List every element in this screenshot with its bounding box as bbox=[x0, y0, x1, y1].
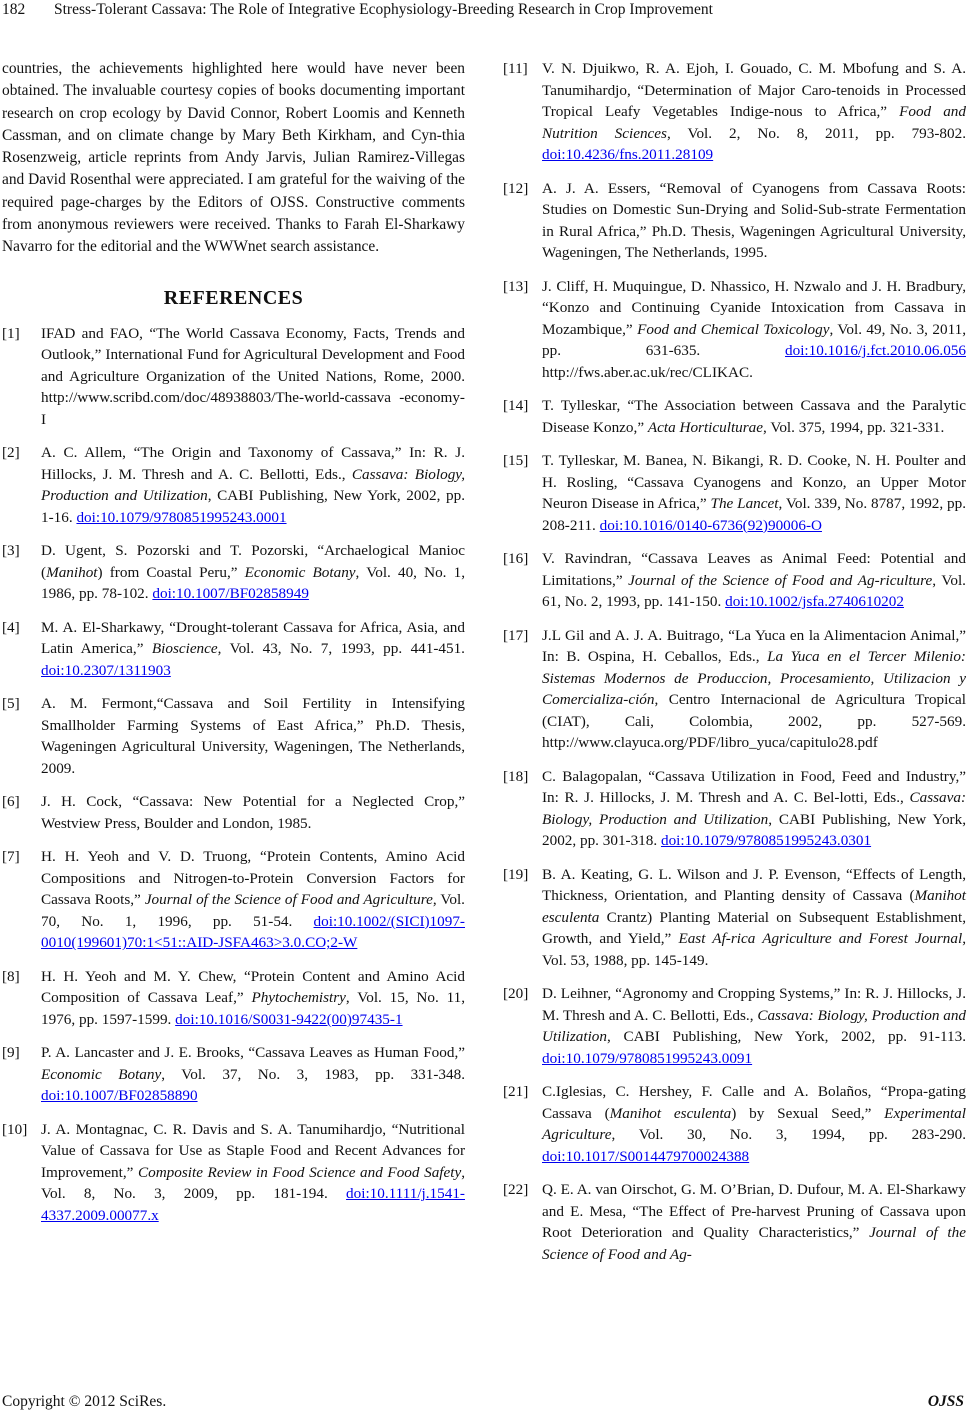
reference-italic-text: Manihot esculenta bbox=[542, 887, 966, 926]
reference-italic-text: Cassava: Biology, Production and Utilization bbox=[542, 789, 966, 828]
reference-number: [1] bbox=[2, 324, 20, 342]
reference-text: V. Ravindran, “Cassava Leaves as Animal Feed: Potential and Limitations,” bbox=[542, 550, 966, 589]
reference-item bbox=[2, 1119, 465, 1227]
reference-italic-text: Economic Botany bbox=[41, 1065, 162, 1083]
reference-italic-text: Manihot esculenta bbox=[609, 1104, 732, 1122]
reference-number: [14] bbox=[503, 397, 529, 414]
doi-link[interactable]: doi:10.4236/fns.2011.28109 bbox=[542, 146, 714, 163]
reference-italic-text: Food and Chemical Toxicology bbox=[637, 320, 830, 338]
reference-text: ) from Coastal Peru,” bbox=[97, 563, 245, 581]
reference-number: [22] bbox=[503, 1181, 529, 1198]
reference-text: , CABI Publishing, New York, 2002, pp. 1-16. bbox=[41, 487, 466, 526]
reference-text: Crantz) Planting Material on Subsequent Establishment, Growth, and Yield,” bbox=[542, 908, 966, 947]
reference-item bbox=[503, 983, 966, 1069]
reference-item bbox=[2, 846, 465, 954]
reference-text: D. Ugent, S. Pozorski and T. Pozorski, “Archaelogical Manioc ( bbox=[41, 542, 465, 581]
reference-number: [2] bbox=[2, 444, 20, 462]
reference-number: [3] bbox=[2, 542, 20, 560]
reference-item bbox=[503, 276, 966, 384]
page-header bbox=[0, 0, 967, 24]
reference-text: , Centro Internacional de Agricultura Tropical (CIAT), Cali, Colombia, 2002, pp. 527-569. http://www.clayuca.org/PDF/libro_yuca/capitulo28.pdf bbox=[542, 691, 966, 751]
reference-number: [17] bbox=[503, 626, 529, 644]
doi-link[interactable]: doi:10.2307/1311903 bbox=[41, 661, 171, 679]
reference-text: , Vol. 339, No. 8787, 1992, pp. 208-211. bbox=[542, 495, 967, 534]
doi-link[interactable]: doi:10.1002/jsfa.2740610202 bbox=[725, 593, 904, 610]
reference-text: H. H. Yeoh and M. Y. Chew, “Protein Content and Amino Acid Composition of Cassava Leaf,” bbox=[41, 967, 465, 1007]
reference-text: , Vol. 8, No. 3, 2009, pp. 181-194. bbox=[41, 1163, 465, 1203]
reference-list-right bbox=[503, 58, 966, 1265]
reference-text: , Vol. 61, No. 2, 1993, pp. 141-150. bbox=[542, 571, 966, 610]
reference-text: , Vol. 37, No. 3, 1983, pp. 331-348. bbox=[161, 1065, 466, 1083]
reference-text: J. Cliff, H. Muquingue, D. Nhassico, H. Nzwalo and J. H. Bradbury, “Konzo and Continuing Cyanide Intoxication from Cassava in Mozambique,” bbox=[542, 277, 966, 338]
reference-item bbox=[503, 1179, 966, 1265]
reference-number: [5] bbox=[2, 695, 20, 713]
reference-italic-text: The Lancet bbox=[710, 495, 779, 512]
reference-item bbox=[503, 178, 966, 264]
reference-text: M. A. El-Sharkawy, “Drought-tolerant Cassava for Africa, Asia, and Latin America,” bbox=[41, 618, 465, 658]
doi-link[interactable]: doi:10.1002/(SICI)1097-0010(199601)70:1<51::AID-JSFA463>3.0.CO;2-W bbox=[41, 912, 465, 952]
doi-link[interactable]: doi:10.1079/9780851995243.0001 bbox=[76, 508, 287, 526]
acknowledgement-paragraph: countries, the achievements highlighted here would have never been obtained. The invaluable courtesy copies of books documenting important research on crop ecology by David Connor, Robert Loomis and Kenneth Cassman, and on climate change by Mary Beth Kirkham, and Cyn-thia Rosenzweig, article reprints from Andy Jarvis, Julian Ramirez-Villegas and David Rosenthal were appreciated. I am grateful for the waiving of the required page-charges by the Editors of OJSS. Constructive comments from anonymous reviewers were received. Thanks to Farah El-Sharkawy Navarro for the editorial and the WWWnet search assistance. bbox=[2, 60, 465, 256]
reference-number: [6] bbox=[2, 793, 20, 811]
reference-number: [8] bbox=[2, 967, 20, 985]
reference-item bbox=[503, 395, 966, 438]
reference-item bbox=[2, 791, 465, 834]
reference-text: C. Balagopalan, “Cassava Utilization in Food, Feed and Industry,” In: R. J. Hillocks, J. M. Thresh and A. C. Bel-lotti, Eds., bbox=[542, 767, 966, 806]
reference-text: , Vol. 40, No. 1, 1986, pp. 78-102. bbox=[41, 563, 466, 603]
reference-text: J.L Gil and A. J. A. Buitrago, “La Yuca en la Alimentacion Animal,” In: B. Ospina, H. Ceballos, Eds., bbox=[542, 626, 966, 665]
right-column bbox=[503, 58, 966, 1277]
reference-text: T. Tylleskar, “The Association between Cassava and the Paralytic Disease Konzo,” bbox=[542, 397, 966, 436]
reference-italic-text: Manihot bbox=[46, 563, 98, 581]
reference-italic-text: Experimental Agriculture bbox=[542, 1104, 966, 1143]
doi-link[interactable]: doi:10.1079/9780851995243.0091 bbox=[542, 1049, 753, 1067]
reference-text: Q. E. A. van Oirschot, G. M. O’Brian, D. Dufour, M. A. El-Sharkawy and E. Mesa, “The Effect of Pre-harvest Pruning of Cassava upon Root Deterioration and Quality Characteristics,” bbox=[542, 1181, 966, 1241]
reference-number: [12] bbox=[503, 179, 529, 197]
reference-item bbox=[503, 1081, 966, 1167]
reference-item bbox=[503, 625, 966, 754]
reference-text: IFAD and FAO, “The World Cassava Economy, Facts, Trends and Outlook,” International Fund for Agricultural Development and Food and Agriculture Organization of the United Nations, Rome, 2000. http://www.scribd.com/doc/48938803/The-world-cassava -economy-I bbox=[41, 324, 465, 428]
reference-text: J. A. Montagnac, C. R. Davis and S. A. Tanumihardjo, “Nutritional Value of Cassava for Use as Staple Food and Recent Advances for Improvement,” bbox=[41, 1120, 465, 1181]
doi-link[interactable]: doi:10.1007/BF02858949 bbox=[152, 585, 309, 603]
reference-italic-text: Journal of the Science of Food and Ag- bbox=[542, 1224, 966, 1263]
doi-link[interactable]: doi:10.1016/j.fct.2010.06.056 bbox=[785, 342, 966, 359]
reference-text: A. M. Fermont,“Cassava and Soil Fertility in Intensifying Smallholder Farming Systems of East Africa,” Ph.D. Thesis, Wageningen Agricultural University, Wageningen, The Netherlands, 2009. bbox=[41, 695, 465, 777]
reference-text: D. Leihner, “Agronomy and Cropping Systems,” In: R. J. Hillocks, J. M. Thresh and A. C. Bellotti, Eds., bbox=[542, 985, 966, 1024]
reference-number: [15] bbox=[503, 452, 529, 469]
reference-text: J. H. Cock, “Cassava: New Potential for a Neglected Crop,” Westview Press, Boulder and London, 1985. bbox=[41, 793, 465, 832]
reference-item bbox=[2, 323, 465, 431]
reference-item bbox=[2, 693, 465, 779]
reference-text: , Vol. 49, No. 3, 2011, pp. 631-635. bbox=[542, 320, 966, 359]
reference-text: , Vol. 375, 1994, pp. 321-331. bbox=[763, 418, 945, 436]
reference-item bbox=[503, 450, 966, 536]
reference-number: [20] bbox=[503, 985, 529, 1002]
reference-text: T. Tylleskar, M. Banea, N. Bikangi, R. D. Cooke, N. H. Poulter and H. Rosling, “Cassava Cyanogens and Konzo, an Upper Motor Neuron Disease in Africa,” bbox=[542, 452, 966, 512]
reference-italic-text: Cassava: Biology, Production and Utilization bbox=[41, 465, 465, 505]
reference-italic-text: Phytochemistry bbox=[251, 989, 346, 1007]
reference-number: [7] bbox=[2, 848, 20, 866]
reference-text: H. H. Yeoh and V. D. Truong, “Protein Contents, Amino Acid Compositions and Nitrogen-to-Protein Conversion Factors for Cassava Roots,” bbox=[41, 848, 465, 909]
reference-text: , Vol. 15, No. 11, 1976, pp. 1597-1599. bbox=[41, 989, 465, 1028]
reference-number: [21] bbox=[503, 1083, 529, 1100]
reference-item bbox=[2, 617, 465, 682]
doi-link[interactable]: doi:10.1016/S0031-9422(00)97435-1 bbox=[175, 1010, 403, 1028]
reference-italic-text: Acta Horticulturae bbox=[647, 418, 764, 436]
reference-item bbox=[503, 766, 966, 852]
page-number: 182 bbox=[2, 1, 26, 18]
page-footer bbox=[2, 1393, 964, 1411]
reference-text: , Vol. 30, No. 3, 1994, pp. 283-290. bbox=[611, 1126, 966, 1143]
reference-italic-text: Economic Botany bbox=[244, 563, 356, 581]
doi-link[interactable]: doi:10.1079/9780851995243.0301 bbox=[660, 832, 872, 849]
journal-name: OJSS bbox=[927, 1393, 964, 1410]
reference-number: [11] bbox=[503, 60, 528, 77]
reference-number: [10] bbox=[2, 1120, 28, 1138]
reference-item bbox=[503, 548, 966, 613]
reference-text: C.Iglesias, C. Hershey, F. Calle and A. Bolaños, “Propa-gating Cassava ( bbox=[542, 1083, 966, 1122]
reference-item bbox=[503, 58, 966, 166]
reference-text: A. C. Allem, “The Origin and Taxonomy of Cassava,” In: R. J. Hillocks, J. M. Thresh and A. C. Bellotti, Eds., bbox=[41, 444, 465, 483]
reference-item bbox=[2, 1042, 465, 1107]
reference-number: [18] bbox=[503, 767, 529, 785]
reference-number: [19] bbox=[503, 865, 529, 883]
reference-italic-text: Cassava: Biology, Production and Utilization bbox=[542, 1006, 967, 1045]
reference-text: , Vol. 53, 1988, pp. 145-149. bbox=[542, 930, 966, 969]
reference-item bbox=[2, 540, 465, 605]
reference-text: ) by Sexual Seed,” bbox=[731, 1104, 885, 1122]
doi-link[interactable]: doi:10.1111/j.1541-4337.2009.00077.x bbox=[41, 1185, 465, 1224]
reference-text: , Vol. 2, No. 8, 2011, pp. 793-802. bbox=[666, 124, 966, 142]
running-title: Stress-Tolerant Cassava: The Role of Integrative Ecophysiology-Breeding Research in Crop Improvement bbox=[54, 1, 713, 18]
reference-text: , Vol. 43, No. 7, 1993, pp. 441-451. bbox=[217, 640, 465, 658]
doi-link[interactable]: doi:10.1017/S0014479700024388 bbox=[542, 1147, 750, 1165]
reference-italic-text: Bioscience bbox=[151, 640, 218, 658]
reference-text: V. N. Djuikwo, R. A. Ejoh, I. Gouado, C. M. Mbofung and S. A. Tanumihardjo, “Determination of Major Caro-tenoids in Processed Tropical Leafy Vegetables Indige-nous to Africa,” bbox=[542, 60, 966, 120]
reference-text: B. A. Keating, G. L. Wilson and J. P. Evenson, “Effects of Length, Thickness, Orientation, and Planting density of Cassava ( bbox=[542, 865, 966, 904]
reference-list-left bbox=[2, 323, 465, 1227]
reference-text: , CABI Publishing, New York, 2002, pp. 301-318. bbox=[542, 810, 966, 849]
reference-italic-text: Journal of the Science of Food and Agriculture bbox=[144, 891, 433, 909]
reference-text: , CABI Publishing, New York, 2002, pp. 91-113. bbox=[606, 1028, 966, 1045]
reference-italic-text: Journal of the Science of Food and Ag-riculture bbox=[628, 571, 933, 589]
reference-text: A. J. A. Essers, “Removal of Cyanogens from Cassava Roots: Studies on Domestic Sun-Drying and Solid-Sub-strate Fermentation in Rural Africa,” Ph.D. Thesis, Wageningen Agricultural University, Wageningen, The Netherlands, 1995. bbox=[542, 179, 966, 261]
reference-item bbox=[2, 442, 465, 528]
reference-text: P. A. Lancaster and J. E. Brooks, “Cassava Leaves as Human Food,” bbox=[41, 1044, 465, 1062]
reference-italic-text: Food and Nutrition Sciences bbox=[542, 103, 966, 142]
doi-link[interactable]: doi:10.1007/BF02858890 bbox=[41, 1087, 198, 1105]
copyright: Copyright © 2012 SciRes. bbox=[2, 1393, 167, 1410]
left-column bbox=[2, 58, 465, 1238]
reference-number: [9] bbox=[2, 1044, 20, 1062]
reference-italic-text: East Af-rica Agriculture and Forest Journal bbox=[678, 930, 963, 947]
reference-number: [16] bbox=[503, 550, 529, 567]
reference-italic-text: Composite Review in Food Science and Food Safety bbox=[137, 1163, 462, 1181]
reference-number: [13] bbox=[503, 277, 529, 295]
reference-item bbox=[503, 864, 966, 972]
reference-text: , Vol. 70, No. 1, 1996, pp. 51-54. bbox=[41, 891, 465, 930]
reference-italic-text: La Yuca en el Tercer Milenio: Sistemas Modernos de Produccion, Procesamiento, Utilizacion y Comercializa-ción bbox=[542, 648, 966, 708]
doi-link[interactable]: doi:10.1016/0140-6736(92)90006-O bbox=[599, 516, 822, 534]
reference-text: http://fws.aber.ac.uk/rec/CLIKAC. bbox=[542, 363, 753, 381]
references-heading: REFERENCES bbox=[163, 286, 304, 309]
reference-number: [4] bbox=[2, 618, 20, 636]
reference-item bbox=[2, 966, 465, 1031]
